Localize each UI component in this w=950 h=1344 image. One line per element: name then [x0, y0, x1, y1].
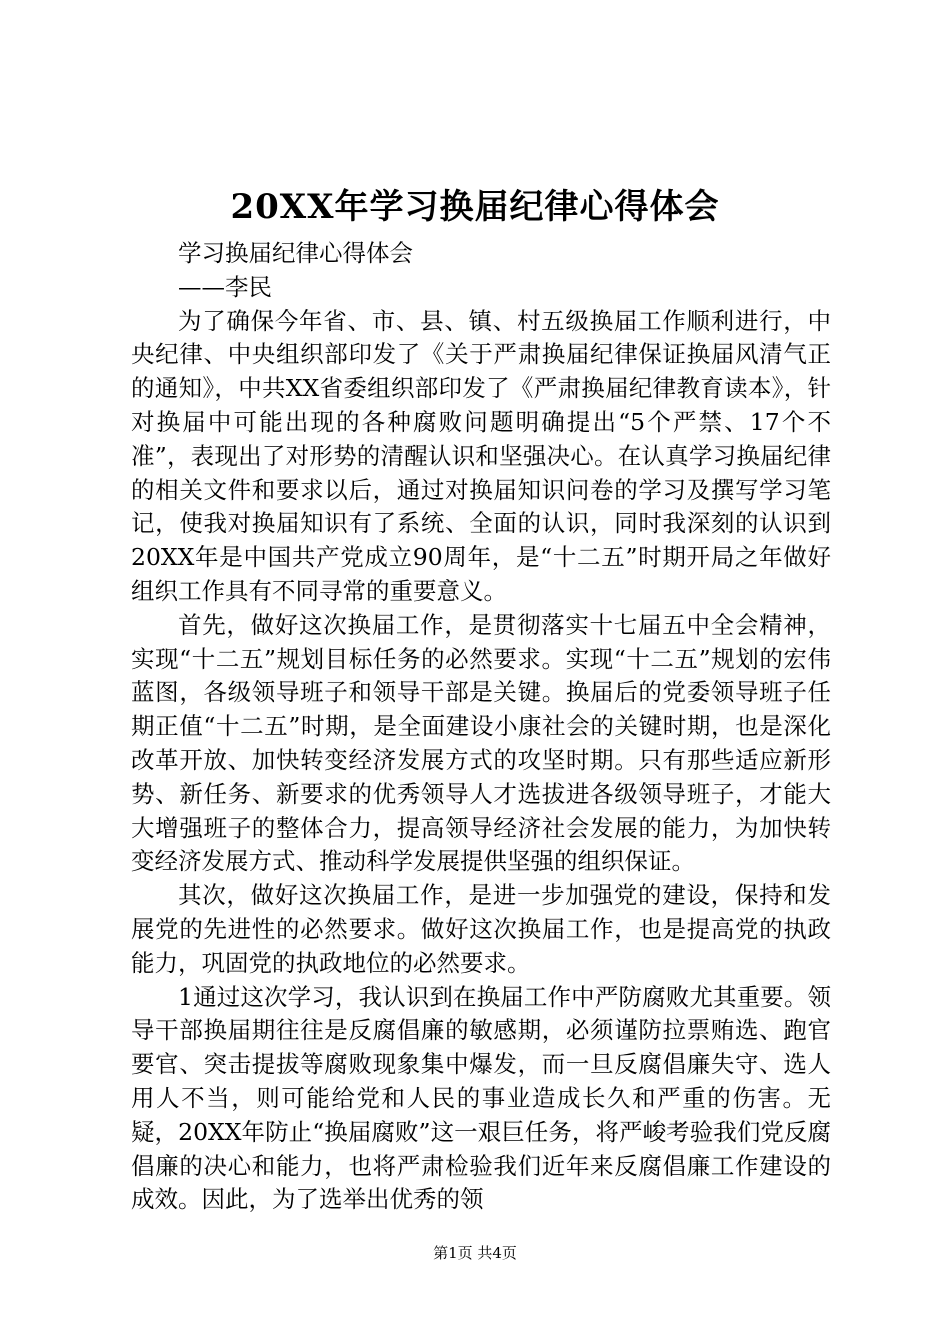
document-title: 20XX年学习换届纪律心得体会 [230, 187, 720, 227]
author-line: ——李民 [178, 272, 272, 301]
paragraph-3: 其次，做好这次换届工作，是进一步加强党的建设，保持和发展党的先进性的必然要求。做好这次换届工作，也是提高党的执政能力，巩固党的执政地位的必然要求。 [131, 881, 831, 977]
document-body [131, 237, 831, 1217]
paragraph-1: 为了确保今年省、市、县、镇、村五级换届工作顺利进行，中央纪律、中央组织部印发了《关于严肃换届纪律保证换届风清气正的通知》，中共XX省委组织部印发了《严肃换届纪律教育读本》，针对换届中可能出现的各种腐败问题明确提出“5个严禁、17个不准”，表现出了对形势的清醒认识和坚强决心。在认真学习换届纪律的相关文件和要求以后，通过对换届知识问卷的学习及撰写学习笔记，使我对换届知识有了系统、全面的认识，同时我深刻的认识到20XX年是中国共产党成立90周年，是“十二五”时期开局之年做好组织工作具有不同寻常的重要意义。 [131, 306, 831, 605]
page-number-footer: 第1页 共4页 [433, 1244, 517, 1262]
subtitle: 学习换届纪律心得体会 [178, 239, 413, 267]
paragraph-4: 1通过这次学习，我认识到在换届工作中严防腐败尤其重要。领导干部换届期往往是反腐倡廉的敏感期，必须谨防拉票贿选、跑官要官、突击提拔等腐败现象集中爆发，而一旦反腐倡廉失守、选人用人不当，则可能给党和人民的事业造成长久和严重的伤害。无疑，20XX年防止“换届腐败”这一艰巨任务，将严峻考验我们党反腐倡廉的决心和能力，也将严肃检验我们近年来反腐倡廉工作建设的成效。因此，为了选举出优秀的领 [131, 982, 831, 1214]
paragraph-2: 首先，做好这次换届工作，是贯彻落实十七届五中全会精神，实现“十二五”规划目标任务的必然要求。实现“十二五”规划的宏伟蓝图，各级领导班子和领导干部是关键。换届后的党委领导班子任期正值“十二五”时期，是全面建设小康社会的关键时期，也是深化改革开放、加快转变经济发展方式的攻坚时期。只有那些适应新形势、新任务、新要求的优秀领导人才选拔进各级领导班子，才能大大增强班子的整体合力，提高领导经济社会发展的能力，为加快转变经济发展方式、推动科学发展提供坚强的组织保证。 [131, 610, 831, 876]
